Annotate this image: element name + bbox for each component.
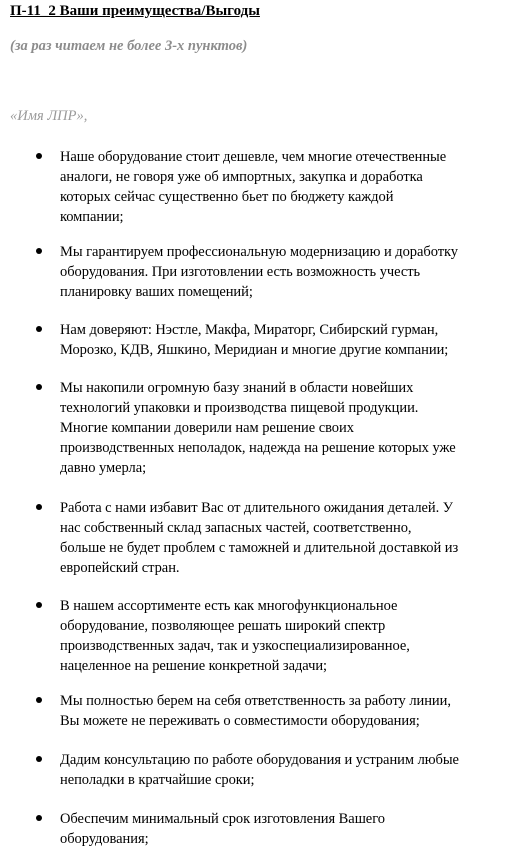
list-item-text xyxy=(60,498,522,578)
list-item-line: Нам доверяют: Нэстле, Макфа, Мираторг, Сибирский гурман, xyxy=(60,322,439,338)
bullet-dot-icon xyxy=(36,248,42,254)
list-item-line: Работа с нами избавит Вас от длительного ожидания деталей. У xyxy=(60,500,453,516)
list-item xyxy=(0,596,525,676)
list-item-text xyxy=(60,378,522,478)
list-item-line: Наше оборудование стоит дешевле, чем многие отечественные xyxy=(60,149,447,165)
list-item-line: аналоги, не говоря уже об импортных, закупка и доработка xyxy=(60,169,423,185)
bullet-dot-icon xyxy=(36,815,42,821)
list-item-line: Дадим консультацию по работе оборудования и устраним любые xyxy=(60,752,459,768)
list-item-line: которых сейчас существенно бьет по бюджету каждой xyxy=(60,189,394,205)
bullet-dot-icon xyxy=(36,756,42,762)
list-item-line: больше не будет проблем с таможней и длительной доставкой из xyxy=(60,540,459,556)
list-item-line: нас собственный склад запасных частей, соответственно, xyxy=(60,520,412,536)
list-item xyxy=(0,242,525,302)
list-item-text xyxy=(60,242,522,302)
list-item-line: Мы накопили огромную базу знаний в области новейших xyxy=(60,380,414,396)
bullet-dot-icon xyxy=(36,153,42,159)
list-item-text xyxy=(60,750,522,790)
reading-instruction: (за раз читаем не более 3-х пунктов) xyxy=(10,38,248,54)
list-item-line: Многие компании доверили нам решение своих xyxy=(60,420,354,436)
list-item-line: оборудование, позволяющее решать широкий спектр xyxy=(60,618,386,634)
list-item-text xyxy=(60,596,522,676)
list-item-text xyxy=(60,320,522,360)
list-item-line: Мы гарантируем профессиональную модернизацию и доработку xyxy=(60,244,459,260)
list-item-line: неполадки в кратчайшие сроки; xyxy=(60,772,255,788)
list-item-line: европейский стран. xyxy=(60,560,180,576)
bullet-dot-icon xyxy=(36,504,42,510)
list-item-line: нацеленное на решение конкретной задачи; xyxy=(60,658,328,674)
list-item-line: компании; xyxy=(60,209,124,225)
list-item xyxy=(0,498,525,578)
list-item xyxy=(0,320,525,360)
list-item-text xyxy=(60,147,522,227)
list-item xyxy=(0,378,525,478)
list-item-line: В нашем ассортименте есть как многофункциональное xyxy=(60,598,398,614)
list-item-text xyxy=(60,691,522,731)
addressee-placeholder: «Имя ЛПР», xyxy=(10,108,88,124)
list-item-line: технологий упаковки и производства пищевой продукции. xyxy=(60,400,419,416)
bullet-dot-icon xyxy=(36,602,42,608)
list-item xyxy=(0,809,525,849)
list-item-line: производственных задач, так и узкоспециализированное, xyxy=(60,638,410,654)
list-item-line: оборудования. При изготовлении есть возможность учесть xyxy=(60,264,421,280)
list-item-line: планировку ваших помещений; xyxy=(60,284,253,300)
list-item-line: оборудования; xyxy=(60,831,149,847)
list-item-line: Морозко, КДВ, Яшкино, Меридиан и многие другие компании; xyxy=(60,342,449,358)
list-item-line: Мы полностью берем на себя ответственность за работу линии, xyxy=(60,693,451,709)
bullet-dot-icon xyxy=(36,326,42,332)
bullet-dot-icon xyxy=(36,697,42,703)
bullet-dot-icon xyxy=(36,384,42,390)
list-item xyxy=(0,147,525,227)
list-item-line: Обеспечим минимальный срок изготовления Вашего xyxy=(60,811,385,827)
list-item-line: производственных неполадок, надежда на решение которых уже xyxy=(60,440,456,456)
list-item-line: Вы можете не переживать о совместимости оборудования; xyxy=(60,713,420,729)
document-title: П-11_2 Ваши преимущества/Выгоды xyxy=(10,3,260,19)
list-item-text xyxy=(60,809,522,849)
list-item xyxy=(0,691,525,731)
list-item-line: давно умерла; xyxy=(60,460,147,476)
list-item xyxy=(0,750,525,790)
